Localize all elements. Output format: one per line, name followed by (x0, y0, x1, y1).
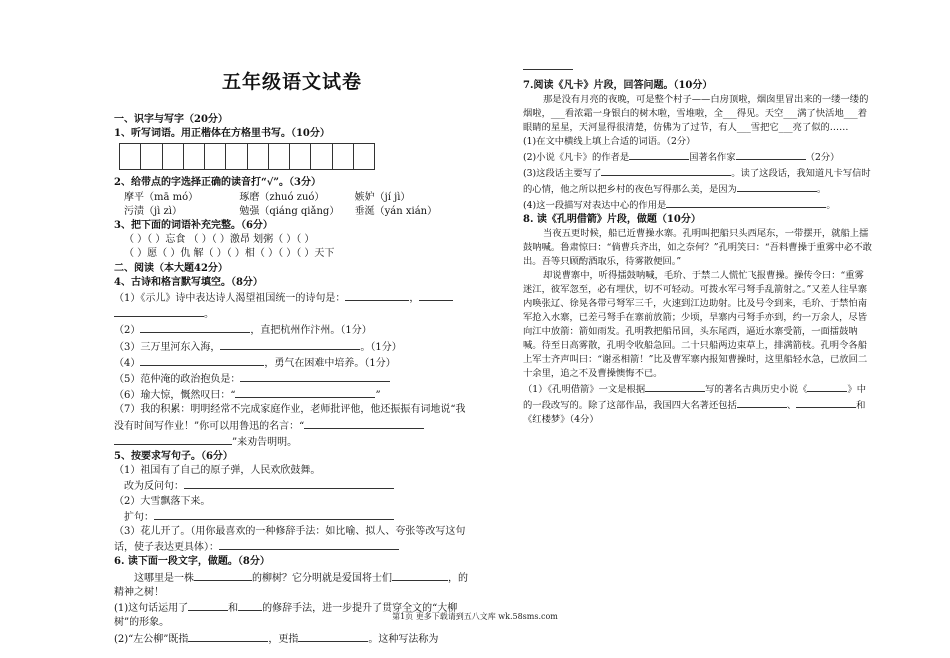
writing-grid (119, 143, 375, 170)
q8-passage-2: 却说曹寨中，听得擂鼓呐喊，毛玠、于禁二人慌忙飞报曹操。操传令曰：“重雾迷江，彼军忽至，必有埋伏，切不可轻动。可拨水军弓弩手乱箭射之。”又差人往旱寨内唤张辽、徐晃各带弓弩军三千，火速到江边助射。比及号令到来，毛玠、于禁怕南军抢入水寨，已差弓弩手在寨前放箭；少顷，旱寨内弓弩手亦到，约一万余人，尽皆向江中放箭：箭如雨发。孔明教把船吊回，头东尾西，逼近水寨受箭，一面擂鼓呐喊。待至日高雾散，孔明令收船急回。二十只船两边束草上，排满箭枝。孔明令各船上军士齐声叫曰：“谢丞相箭！”比及曹军寨内报知曹操时，这里船轻水急，已放回二十余里，追之不及曹操懊悔不已。 (523, 270, 868, 380)
q8-1: （1）《孔明借箭》一文是根据 写的著名古典历史小说《 》中的一段改写的。除了这部作品，我国四大名著还包括 、 和《红楼梦》（4分） (523, 381, 873, 427)
question-7: 7.阅读《凡卡》片段，回答问题。（10分） (523, 80, 713, 91)
question-2: 2、给带点的字选择正确的读音打“√”。（3分） (114, 177, 321, 189)
pinyin-item: 摩平（mā mó） (124, 191, 199, 203)
pinyin-row (114, 205, 470, 219)
question-6: 6. 读下面一段文字，做题。（8分） (114, 556, 270, 568)
section-heading: 一、识字与写字（20分） (114, 114, 228, 125)
q4-6: （6）瑜大惊，慨然叹曰：“ ” (114, 387, 470, 403)
question-5: 5、按要求写句子。（6分） (114, 451, 233, 463)
q4-2: （2） ，直把杭州作汴州。（1分） (114, 322, 470, 338)
q6-1: (1)这句话运用了 和 的修辞手法，进一步提升了贯穿全文的“大柳树”的形象。 (114, 600, 470, 630)
q8-passage-1: 当夜五更时候，船已近曹操水寨。孔明叫把船只头西尾东，一带摆开，就船上擂鼓呐喊。鲁肃惊曰：“倘曹兵齐出，如之奈何？”孔明笑曰：“吾料曹操于重雾中必不敢出。吾等只顾酌酒取乐，待雾散便回。” (523, 228, 872, 268)
q4-7-cont: ”来劝告明明。 (114, 434, 470, 450)
q6-passage: 这哪里是一株 的柳树？它分明就是爱国将士们 ，的精神之树！ (114, 570, 470, 600)
page-title: 五年级语文试卷 (221, 71, 362, 93)
pinyin-item: 勉强（qiáng qiǎng） (239, 205, 340, 217)
question-1: 1、听写词语。用正楷体在方格里书写。（10分） (114, 128, 330, 140)
q6-2: (2)“左公柳”既指 ，更指 。这种写法称为 (114, 631, 470, 647)
section-heading: 二、阅读（本大题42分） (114, 262, 228, 274)
q5-2: （2）大雪飘落下来。 (114, 495, 211, 507)
q4-7: （7）我的积累：明明经常不完成家庭作业，老师批评他，他还振振有词地说“我没有时间写作业！”你可以用鲁迅的名言：“ (114, 404, 466, 432)
q5-1: （1）祖国有了自己的原子弹，人民欢欣鼓舞。 (114, 465, 321, 477)
question-4: 4、古诗和格言默写填空。（8分） (114, 276, 263, 288)
pinyin-item: 琢磨（zhuó zuó） (239, 191, 325, 203)
pinyin-row (114, 191, 470, 205)
q7-1: (1)在文中横线上填上合适的词语。（2分） (523, 136, 696, 148)
left-column (114, 0, 470, 647)
right-column (523, 0, 873, 427)
q4-1: （1）《示儿》诗中表达诗人渴望祖国统一的诗句是： ， (114, 290, 470, 306)
q4-4: （4） ，勇气在困难中培养。（1分） (114, 355, 470, 371)
page-footer: 第1页 更多下载请到五八文库 wk.58sms.com (392, 612, 558, 621)
idiom-row: （ ）（ ）忘食 （ ）（ ）激昂 划粥（ ）（ ） (124, 234, 315, 246)
idiom-row: （ ）愿（ ）仇 解（ ）（ ）相（ ）（ ）（ ）天下 (124, 248, 335, 260)
pinyin-item: 垂涎（yán xián） (354, 205, 438, 217)
q7-passage: 那是没有月亮的夜晚，可是整个村子——白房顶啦，烟囱里冒出来的一缕一缕的烟啦，___看浓霜一身银白的树木啦，雪堆啦，全___得见。天空___满了快活地___着眼睛的星星，天河显得很清楚，仿佛为了过节，有人___雪把它___亮了似的…… (523, 94, 869, 134)
q4-3: （3）三万里河东入海， 。（1分） (114, 339, 470, 355)
pinyin-item: 嫉妒（jí jì） (354, 191, 411, 203)
q5-3: （3）花儿开了。（用你最喜欢的一种修辞手法：如比喻、拟人、夸张等改写这句话，使子表达更具体）： (114, 526, 466, 554)
question-8: 8. 读《孔明借箭》片段，做题（10分） (523, 214, 701, 226)
question-3: 3、把下面的词语补充完整。（6分） (114, 220, 273, 232)
q7-3: (3)这段话主要写了 。读了这段话，我知道凡卡写信时的心情，他之所以把乡村的夜色写得那么美，是因为 。 (523, 165, 873, 197)
q5-1-answer: 改为反问句： (114, 478, 470, 494)
q4-5: （5）范仲淹的政治抱负是： (114, 371, 470, 387)
q5-2-answer: 扩句： (114, 509, 470, 525)
q7-2: (2)小说《凡卡》的作者是 国著名作家 （2分） (523, 149, 873, 165)
pinyin-item: 污渍（jì zì） (124, 205, 182, 217)
q7-4: (4)这一段描写对表达中心的作用是 。 (523, 197, 873, 213)
q4-1-cont: 。 (114, 306, 470, 322)
